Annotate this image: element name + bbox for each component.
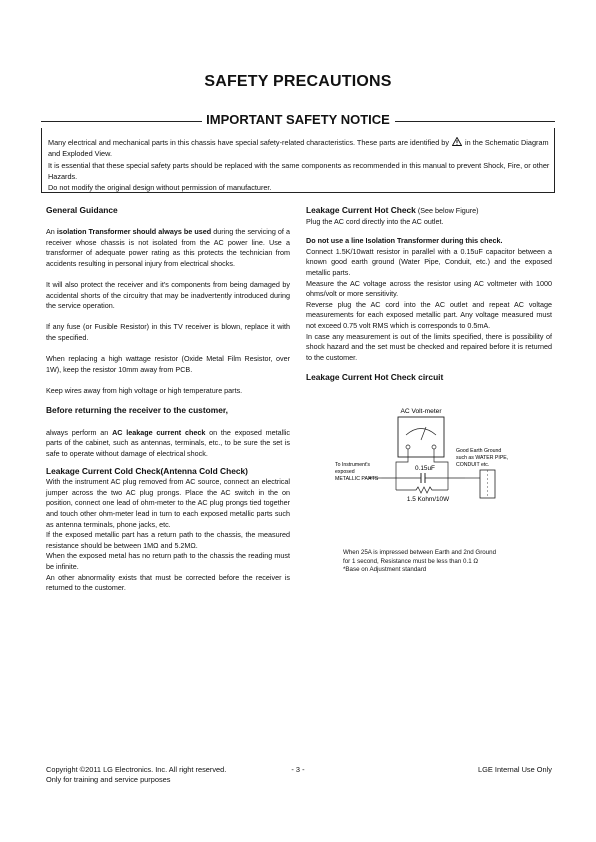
cold-check-paragraph-3: When the exposed metal has no return path to the chassis the reading must be infinite.: [46, 551, 290, 572]
hot-check-paragraph-3: Connect 1.5K/10watt resistor in parallel with a 0.15uF capacitor between a known good earth ground (Water Pipe, Conduit, etc.) and the exposed metallic parts.: [306, 246, 552, 277]
hot-check-heading: Leakage Current Hot Check: [306, 205, 416, 215]
general-guidance-heading: General Guidance: [46, 205, 118, 215]
hot-check-paragraph-6: In case any measurement is out of the limits specified, there is possibility of shock hazard and the set must be checked and repaired before it is returned to the customer.: [306, 331, 552, 362]
figure-note-line-3: *Base on Adjustment standard: [343, 566, 427, 574]
before-returning-paragraph: always perform an AC leakage current check on the exposed metallic parts of the cabinet, such as antennas, terminals, etc., to be sure the set is safe to operate without damage of electrical shock.: [46, 427, 291, 458]
meter-lead-right: [434, 449, 448, 478]
general-paragraph-1: An isolation Transformer should always be used during the servicing of a receiver whose chassis is not isolated from the AC power line. Use a transformer of adequate power rating as this protects the technician from accidents resulting in personal injury from electrical shocks.: [46, 227, 291, 268]
resistor-label: 1.5 Kohm/10W: [406, 496, 450, 503]
cold-check-paragraph-1: With the instrument AC plug removed from AC source, connect an electrical jumper across the two AC plug prongs. Place the AC switch in the on position, connect one lead of ohm-meter to the AC plug prongs tied together and touch other ohm-meter lead in turn to each exposed metallic parts such as antenna terminals, phone jacks, etc.: [46, 477, 290, 529]
hot-check-paragraph-1: Plug the AC cord directly into the AC outlet.: [306, 216, 444, 226]
figure-note: [343, 549, 553, 575]
voltmeter-body: [398, 417, 444, 457]
left-column: [46, 205, 290, 594]
cold-check-paragraph-4: An other abnormality exists that must be corrected before the receiver is returned to the customer.: [46, 572, 290, 593]
safety-warning-icon: [452, 137, 462, 146]
before-returning-heading: Before returning the receiver to the customer,: [46, 404, 228, 415]
ground-label-2: such as WATER PIPE,: [456, 455, 509, 461]
instrument-label-1: To Instrument's: [335, 462, 371, 468]
general-paragraph-5: Keep wires away from high voltage or high temperature parts.: [46, 385, 243, 395]
instrument-label-2: exposed: [335, 469, 355, 475]
resistor: [396, 487, 448, 493]
voltmeter-terminal-left: [406, 445, 410, 449]
general-paragraph-3: If any fuse (or Fusible Resistor) in this TV receiver is blown, replace it with the specified.: [46, 322, 290, 342]
hot-check-circuit-diagram: [330, 400, 552, 545]
voltmeter-label: AC Volt-meter: [400, 408, 442, 415]
voltmeter-terminal-right: [432, 445, 436, 449]
notice-text: [48, 137, 550, 193]
notice-title: IMPORTANT SAFETY NOTICE: [206, 112, 390, 127]
general-paragraph-2: It will also protect the receiver and it's components from being damaged by accidental shorts of the circuitry that may be inadvertently introduced during the service operation.: [46, 279, 290, 311]
circuit-heading: Leakage Current Hot Check circuit: [306, 372, 444, 383]
footer-copyright: Copyright ©2011 LG Electronics. Inc. All right reserved.: [46, 765, 227, 774]
hot-check-paragraph-5: Reverse plug the AC cord into the AC outlet and repeat AC voltage measurements for each exposed metallic part. Any voltage measured must not exceed 0.75 volt RMS which is corresponds to 0.5mA.: [306, 299, 552, 330]
instrument-label-3: METALLIC PARTS: [335, 476, 379, 482]
ground-label-1: Good Earth Ground: [456, 448, 502, 454]
notice-paragraph-2: It is essential that these special safety parts should be replaced with the same components as recommended in this manual to prevent Shock, Fire, or other Hazards.: [48, 160, 550, 181]
voltmeter-scale: [406, 429, 436, 436]
page-title: SAFETY PRECAUTIONS: [204, 73, 392, 90]
hot-check-paragraph-4: Measure the AC voltage across the resistor using AC voltmeter with 1000 ohms/volt or more sensitivity.: [306, 278, 552, 299]
footer-training: Only for training and service purposes: [46, 774, 171, 784]
footer-left: [46, 765, 286, 784]
cold-check-heading: Leakage Current Cold Check(Antenna Cold Check): [46, 466, 248, 477]
hot-check-warning: Do not use a line Isolation Transformer during this check.: [306, 236, 503, 246]
figure-note-line-1: When 25A is impressed between Earth and 2nd Ground: [343, 549, 497, 556]
capacitor-label: 0.15uF: [415, 465, 435, 472]
figure-note-line-2: for 1 second, Resistance must be less than 0.1 Ω: [343, 557, 478, 565]
footer-internal: LGE Internal Use Only: [478, 765, 552, 774]
notice-paragraph-1: Many electrical and mechanical parts in this chassis have special safety-related characteristics. These parts are identified by in the Schematic Diagram and Exploded View.: [48, 138, 549, 159]
notice-paragraph-3: Do not modify the original design without permission of manufacturer.: [48, 183, 272, 193]
general-paragraph-4: When replacing a high wattage resistor (Oxide Metal Film Resistor, over 1W), keep the resistor 10mm away from PCB.: [46, 354, 290, 374]
right-column: [306, 205, 552, 383]
ground-label-3: CONDUIT etc.: [456, 462, 490, 468]
cold-check-paragraph-2: If the exposed metallic part has a return path to the chassis, the measured resistance should be between 1MΩ and 5.2MΩ.: [46, 530, 290, 550]
page-number: - 3 -: [291, 765, 305, 774]
hot-check-heading-line: Leakage Current Hot Check (See below Figure): [306, 205, 479, 215]
